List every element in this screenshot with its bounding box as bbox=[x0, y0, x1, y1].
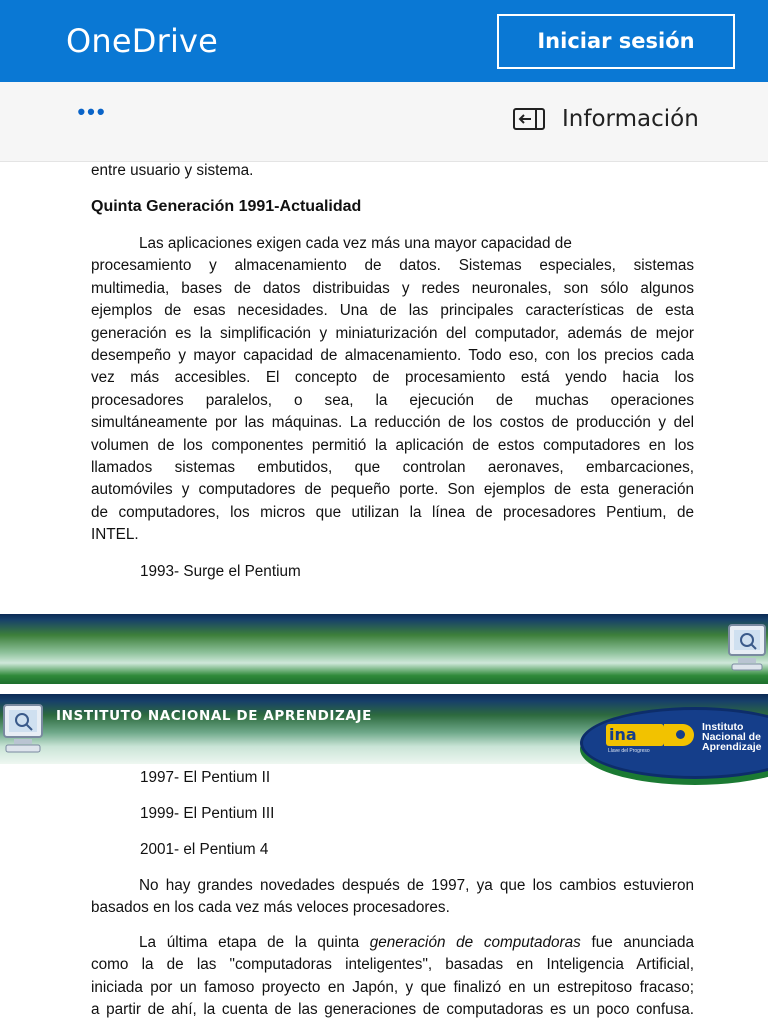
text-line: iniciada por un famoso proyecto en Japón, y que finalizó en un estrepitoso fracaso; bbox=[91, 978, 694, 996]
page-gap bbox=[0, 684, 768, 694]
text-line: vez más accesibles. El concepto de procesamiento está yendo hacia los bbox=[91, 369, 694, 387]
text-line: como la de las "computadoras inteligentes", basadas en Inteligencia Artificial, bbox=[91, 956, 694, 974]
list-item-1993: 1993- Surge el Pentium bbox=[140, 563, 301, 580]
text-line: procesadores paralelos, o sea, la ejecución de muchas operaciones bbox=[91, 391, 694, 409]
text-segment: La última etapa de la quinta bbox=[139, 934, 370, 951]
logo-text-line: Aprendizaje bbox=[702, 741, 762, 753]
text-line: No hay grandes novedades después de 1997, ya que los cambios estuvieron bbox=[139, 877, 694, 894]
text-line: ejemplos de esas necesidades. Una de las principales características de esta bbox=[91, 302, 694, 320]
paragraph-last-stage bbox=[91, 932, 694, 1022]
institute-banner-title: INSTITUTO NACIONAL DE APRENDIZAJE bbox=[56, 708, 372, 724]
information-button[interactable] bbox=[512, 102, 699, 136]
text-line: basados en los cada vez más veloces procesadores. bbox=[91, 899, 450, 917]
key-icon bbox=[664, 724, 694, 746]
text-line: generación es la simplificación y miniaturización del computador, además de mejor bbox=[91, 324, 694, 342]
list-item-1997: 1997- El Pentium II bbox=[140, 769, 271, 786]
text-line: volumen de los componentes permitió la aplicación de estos computadores en los bbox=[91, 436, 694, 454]
more-options-icon[interactable]: ••• bbox=[77, 99, 107, 124]
information-label: Información bbox=[562, 106, 699, 132]
page-footer-banner bbox=[0, 614, 768, 684]
text-line: Las aplicaciones exigen cada vez más una mayor capacidad de bbox=[139, 235, 572, 252]
text-line: multimedia, bases de datos distribuidas y redes neuronales, son sólo algunos bbox=[91, 279, 694, 297]
paragraph-no-news bbox=[91, 875, 694, 920]
text-line: procesamiento y almacenamiento de datos. Sistemas especiales, sistemas bbox=[91, 257, 694, 275]
command-bar bbox=[0, 82, 768, 162]
document-text-fragment: entre usuario y sistema. bbox=[91, 162, 254, 179]
paragraph-fifth-generation bbox=[91, 233, 694, 547]
computer-monitor-icon bbox=[726, 622, 768, 674]
section-heading: Quinta Generación 1991-Actualidad bbox=[91, 198, 362, 215]
logo-text-line: Instituto bbox=[702, 721, 744, 733]
list-item-2001: 2001- el Pentium 4 bbox=[140, 841, 269, 858]
document-viewer[interactable] bbox=[0, 162, 768, 1024]
text-line: llamados sistemas embutidos, que controlan aeronaves, embarcaciones, bbox=[91, 459, 694, 477]
ina-logo-text bbox=[702, 722, 768, 752]
text-line: desempeño y mayor capacidad de almacenamiento. Todo eso, con los precios cada bbox=[91, 347, 694, 365]
text-line: INTEL. bbox=[91, 526, 139, 544]
onedrive-header bbox=[0, 0, 768, 82]
logo-text-line: Nacional de bbox=[702, 731, 761, 743]
text-line bbox=[91, 932, 694, 954]
text-segment-italic: generación de computadoras bbox=[369, 934, 581, 951]
computer-monitor-icon bbox=[0, 702, 48, 756]
ina-logo-mark: ina bbox=[606, 724, 664, 746]
ina-logo-slogan: Llave del Progreso bbox=[608, 748, 650, 754]
text-segment: fue anunciada bbox=[580, 934, 694, 951]
sign-in-button[interactable]: Iniciar sesión bbox=[497, 14, 735, 69]
info-pane-icon bbox=[512, 107, 546, 131]
text-line: simultáneamente por las máquinas. La reducción de los costos de producción y del bbox=[91, 414, 694, 432]
onedrive-logo-text[interactable]: OneDrive bbox=[66, 22, 219, 60]
text-line: automóviles y computadores de pequeño porte. Son ejemplos de esta generación bbox=[91, 481, 694, 499]
text-line: a partir de ahí, la cuenta de las generaciones de computadoras es un poco confusa. bbox=[91, 1001, 694, 1019]
text-line: de computadores, los micros que utilizan la línea de procesadores Pentium, de bbox=[91, 503, 694, 521]
list-item-1999: 1999- El Pentium III bbox=[140, 805, 275, 822]
